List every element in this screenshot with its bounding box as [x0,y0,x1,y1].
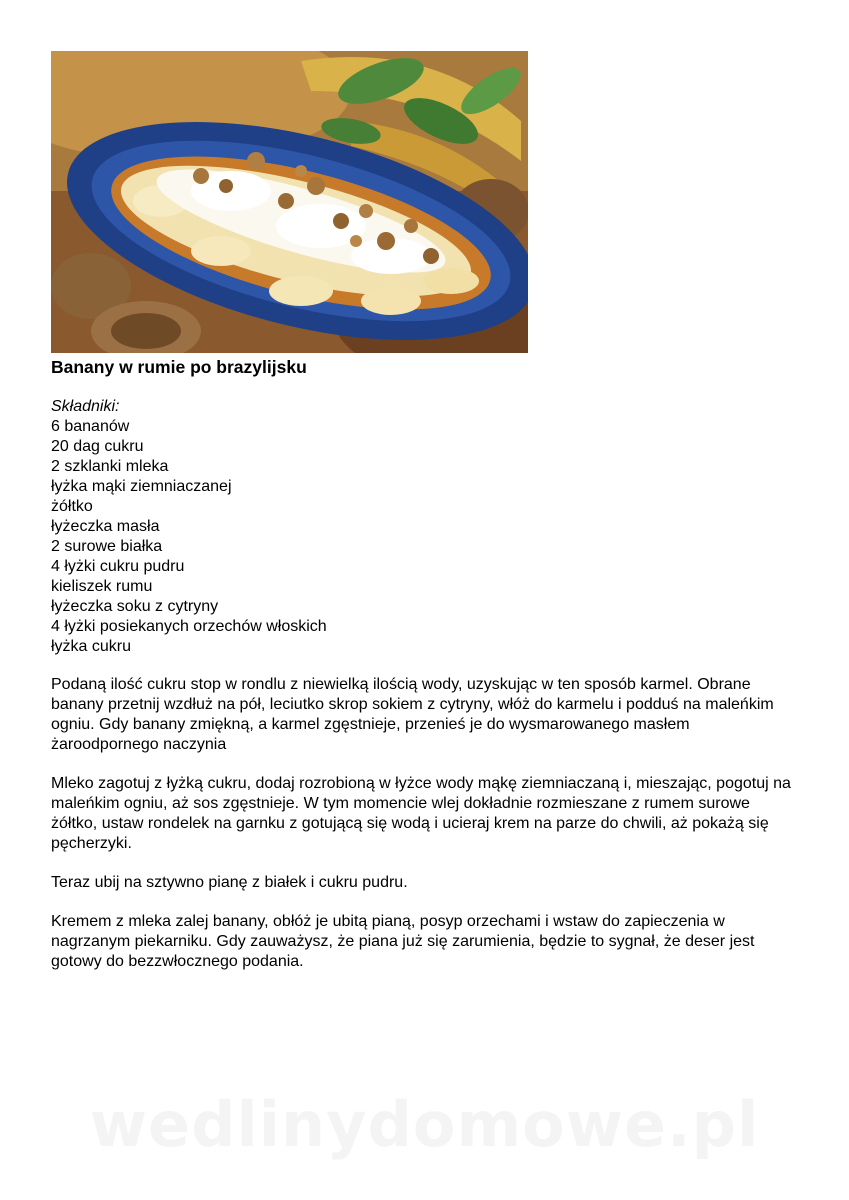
ingredient-item: żółtko [51,498,93,515]
ingredient-item: 6 bananów [51,418,130,435]
ingredient-item: 2 szklanki mleka [51,458,169,475]
ingredient-item: 20 dag cukru [51,438,144,455]
ingredient-item: łyżka cukru [51,638,132,655]
ingredient-item: łyżeczka masła [51,518,160,535]
ingredient-item: łyżeczka soku z cytryny [51,598,219,615]
ingredients-section [51,397,327,657]
instruction-paragraph: Mleko zagotuj z łyżką cukru, dodaj rozrobioną w łyżce wody mąkę ziemniaczaną i, mieszając, pogotuj na maleńkim ogniu, aż sos zgęstnieje. W tym momencie wlej dokładnie rozmieszane z rumem surowe żółtko, ustaw rondelek na garnku z gotującą się wodą i ucieraj krem na parze do chwili, aż pokażą się pęcherzyki. [51,775,791,852]
ingredient-item: 4 łyżki cukru pudru [51,558,185,575]
ingredient-item: 2 surowe białka [51,538,163,555]
instruction-paragraph: Kremem z mleka zalej banany, obłóż je ubitą pianą, posyp orzechami i wstaw do zapieczenia w nagrzanym piekarniku. Gdy zauważysz, że piana już się zarumienia, będzie to sygnał, że deser jest gotowy do bezzwłocznego podania. [51,913,755,970]
ingredient-item: 4 łyżki posiekanych orzechów włoskich [51,618,327,635]
ingredients-list [51,417,327,657]
watermark: wedlinydomowe.pl [89,1088,760,1161]
ingredients-heading: Składniki: [51,398,120,415]
instruction-paragraph: Podaną ilość cukru stop w rondlu z niewielką ilością wody, uzyskując w ten sposób karmel. Obrane banany przetnij wzdłuż na pół, leciutko skrop sokiem z cytryny, włóż do karmelu i podduś na maleńkim ogniu. Gdy banany zmiękną, a karmel zgęstnieje, przenieś je do wysmarowanego masłem żaroodpornego naczynia [51,676,774,753]
ingredient-item: łyżka mąki ziemniaczanej [51,478,232,495]
recipe-title: Banany w rumie po brazylijsku [51,357,307,377]
dessert-photo [51,51,528,353]
instruction-paragraph: Teraz ubij na sztywno pianę z białek i cukru pudru. [51,874,408,891]
ingredient-item: kieliszek rumu [51,578,153,595]
